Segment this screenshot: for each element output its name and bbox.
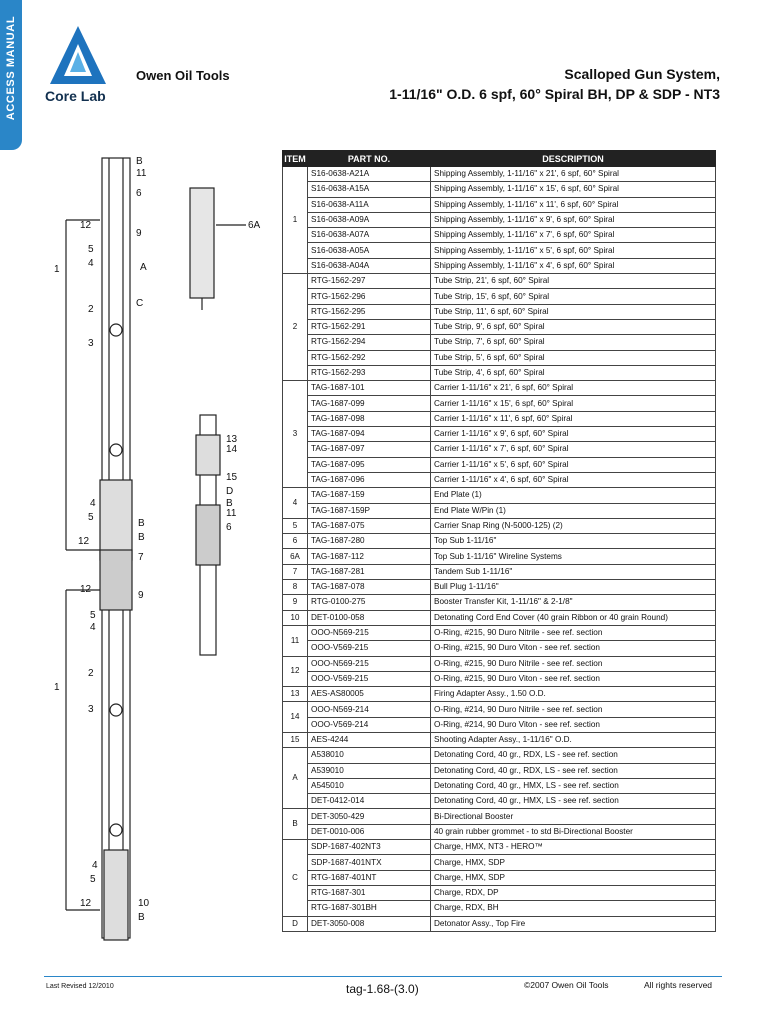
svg-text:5: 5 [88, 244, 94, 255]
table-row [283, 840, 716, 855]
item-number-cell: 8 [283, 580, 308, 595]
table-row [283, 503, 716, 518]
svg-text:9: 9 [136, 228, 142, 239]
part-number-cell: TAG-1687-280 [308, 534, 431, 549]
description-cell: Carrier 1-11/16" x 5', 6 spf, 60° Spiral [431, 457, 716, 472]
item-number-cell: 7 [283, 564, 308, 579]
table-row [283, 809, 716, 824]
svg-text:C: C [136, 298, 144, 309]
part-number-cell: AES-AS80005 [308, 687, 431, 702]
description-cell: Detonating Cord, 40 gr., RDX, LS - see ref. section [431, 763, 716, 778]
description-cell: Detonating Cord, 40 gr., HMX, LS - see ref. section [431, 794, 716, 809]
part-number-cell: S16-0638-A15A [308, 182, 431, 197]
part-number-cell: OOO-N569-215 [308, 656, 431, 671]
part-number-cell: TAG-1687-097 [308, 442, 431, 457]
part-number-cell: RTG-1562-296 [308, 289, 431, 304]
part-number-cell: TAG-1687-075 [308, 518, 431, 533]
part-column-header: PART NO. [308, 151, 431, 167]
svg-text:B: B [138, 912, 145, 923]
table-row [283, 319, 716, 334]
table-row [283, 518, 716, 533]
part-number-cell: RTG-1687-301 [308, 885, 431, 900]
part-number-cell: OOO-V569-215 [308, 671, 431, 686]
table-row [283, 901, 716, 916]
description-cell: Carrier Snap Ring (N-5000-125) (2) [431, 518, 716, 533]
svg-text:11: 11 [226, 508, 237, 519]
table-row [283, 457, 716, 472]
table-row [283, 304, 716, 319]
svg-text:1: 1 [54, 264, 60, 275]
item-number-cell: 6A [283, 549, 308, 564]
part-number-cell: RTG-1562-291 [308, 319, 431, 334]
table-row [283, 472, 716, 487]
part-number-cell: DET-3050-429 [308, 809, 431, 824]
description-cell: Detonating Cord End Cover (40 grain Ribbon or 40 grain Round) [431, 610, 716, 625]
table-row [283, 212, 716, 227]
svg-text:6: 6 [226, 522, 232, 533]
part-number-cell: RTG-1562-297 [308, 274, 431, 289]
part-number-cell: RTG-1562-293 [308, 365, 431, 380]
description-cell: Top Sub 1-11/16" Wireline Systems [431, 549, 716, 564]
part-number-cell: AES-4244 [308, 732, 431, 747]
part-number-cell: RTG-1562-292 [308, 350, 431, 365]
table-row [283, 732, 716, 747]
item-number-cell: 5 [283, 518, 308, 533]
table-row [283, 274, 716, 289]
table-row [283, 564, 716, 579]
item-number-cell: 14 [283, 702, 308, 733]
svg-text:4: 4 [88, 258, 94, 269]
item-number-cell: 2 [283, 274, 308, 381]
table-row [283, 778, 716, 793]
part-number-cell: S16-0638-A05A [308, 243, 431, 258]
table-row [283, 258, 716, 273]
item-number-cell: D [283, 916, 308, 931]
item-number-cell: 4 [283, 488, 308, 519]
description-cell: 40 grain rubber grommet - to std Bi-Directional Booster [431, 824, 716, 839]
part-number-cell: OOO-V569-215 [308, 641, 431, 656]
table-row [283, 365, 716, 380]
part-number-cell: A538010 [308, 748, 431, 763]
table-row [283, 396, 716, 411]
part-number-cell: RTG-1562-295 [308, 304, 431, 319]
description-cell: Charge, RDX, DP [431, 885, 716, 900]
svg-text:5: 5 [88, 512, 94, 523]
part-number-cell: TAG-1687-098 [308, 411, 431, 426]
svg-text:14: 14 [226, 444, 238, 455]
description-cell: Shipping Assembly, 1-11/16" x 9', 6 spf, 60° Spiral [431, 212, 716, 227]
description-cell: Firing Adapter Assy., 1.50 O.D. [431, 687, 716, 702]
part-number-cell: SDP-1687-401NTX [308, 855, 431, 870]
description-cell: Tube Strip, 11', 6 spf, 60° Spiral [431, 304, 716, 319]
part-number-cell: S16-0638-A21A [308, 167, 431, 182]
table-row [283, 702, 716, 717]
table-row [283, 381, 716, 396]
company-name: Owen Oil Tools [136, 68, 230, 83]
svg-text:6A: 6A [248, 220, 261, 231]
svg-text:B: B [138, 518, 145, 529]
item-number-cell: B [283, 809, 308, 840]
svg-text:B: B [138, 532, 145, 543]
table-row [283, 167, 716, 182]
svg-text:2: 2 [88, 668, 94, 679]
description-cell: Detonating Cord, 40 gr., RDX, LS - see ref. section [431, 748, 716, 763]
table-row [283, 671, 716, 686]
access-manual-tab [0, 0, 22, 150]
svg-text:7: 7 [138, 552, 144, 563]
svg-text:D: D [226, 486, 234, 497]
side-tab-label: ACCESS MANUAL [5, 15, 17, 121]
description-cell: Carrier 1-11/16" x 21', 6 spf, 60° Spiral [431, 381, 716, 396]
part-number-cell: TAG-1687-095 [308, 457, 431, 472]
table-row [283, 350, 716, 365]
svg-text:3: 3 [88, 338, 94, 349]
item-number-cell: 3 [283, 381, 308, 488]
table-row [283, 824, 716, 839]
part-number-cell: DET-0100-058 [308, 610, 431, 625]
description-cell: Charge, HMX, SDP [431, 870, 716, 885]
rights-reserved: All rights reserved [644, 980, 713, 990]
description-cell: Carrier 1-11/16" x 4', 6 spf, 60° Spiral [431, 472, 716, 487]
svg-text:11: 11 [136, 168, 147, 179]
table-row [283, 335, 716, 350]
table-row [283, 228, 716, 243]
logo-text: Core Lab [45, 88, 106, 104]
part-number-cell: RTG-0100-275 [308, 595, 431, 610]
item-number-cell: 10 [283, 610, 308, 625]
part-number-cell: TAG-1687-099 [308, 396, 431, 411]
svg-text:1: 1 [54, 682, 60, 693]
description-cell: Detonating Cord, 40 gr., HMX, LS - see ref. section [431, 778, 716, 793]
footer-divider [44, 976, 722, 977]
part-number-cell: TAG-1687-159P [308, 503, 431, 518]
description-cell: Tube Strip, 7', 6 spf, 60° Spiral [431, 335, 716, 350]
part-number-cell: OOO-N569-214 [308, 702, 431, 717]
table-row [283, 442, 716, 457]
table-row [283, 855, 716, 870]
description-cell: Tandem Sub 1-11/16" [431, 564, 716, 579]
page-title-line2: 1-11/16" O.D. 6 spf, 60° Spiral BH, DP & SDP - NT3 [389, 86, 720, 102]
description-cell: Tube Strip, 21', 6 spf, 60° Spiral [431, 274, 716, 289]
part-number-cell: OOO-N569-215 [308, 625, 431, 640]
description-cell: Top Sub 1-11/16" [431, 534, 716, 549]
table-row [283, 427, 716, 442]
description-cell: Charge, HMX, NT3 - HERO™ [431, 840, 716, 855]
part-number-cell: TAG-1687-112 [308, 549, 431, 564]
description-cell: O-Ring, #214, 90 Duro Viton - see ref. section [431, 717, 716, 732]
table-row [283, 717, 716, 732]
svg-text:B: B [226, 498, 233, 509]
table-row [283, 243, 716, 258]
table-row [283, 549, 716, 564]
svg-text:12: 12 [80, 584, 92, 595]
description-cell: Shipping Assembly, 1-11/16" x 15', 6 spf, 60° Spiral [431, 182, 716, 197]
part-number-cell: S16-0638-A04A [308, 258, 431, 273]
svg-text:5: 5 [90, 610, 96, 621]
description-cell: O-Ring, #214, 90 Duro Nitrile - see ref. section [431, 702, 716, 717]
description-cell: Shooting Adapter Assy., 1-11/16" O.D. [431, 732, 716, 747]
part-number-cell: TAG-1687-094 [308, 427, 431, 442]
part-number-cell: S16-0638-A07A [308, 228, 431, 243]
part-number-cell: OOO-V569-214 [308, 717, 431, 732]
description-cell: Shipping Assembly, 1-11/16" x 4', 6 spf, 60° Spiral [431, 258, 716, 273]
part-number-cell: TAG-1687-101 [308, 381, 431, 396]
item-number-cell: 12 [283, 656, 308, 687]
description-cell: End Plate (1) [431, 488, 716, 503]
part-number-cell: A545010 [308, 778, 431, 793]
svg-text:4: 4 [92, 860, 98, 871]
description-cell: Carrier 1-11/16" x 15', 6 spf, 60° Spiral [431, 396, 716, 411]
svg-text:6: 6 [136, 188, 142, 199]
description-cell: End Plate W/Pin (1) [431, 503, 716, 518]
table-row [283, 625, 716, 640]
part-number-cell: SDP-1687-402NT3 [308, 840, 431, 855]
svg-text:4: 4 [90, 622, 96, 633]
part-number-cell: TAG-1687-096 [308, 472, 431, 487]
table-row [283, 870, 716, 885]
item-number-cell: 1 [283, 167, 308, 274]
part-number-cell: S16-0638-A09A [308, 212, 431, 227]
description-cell: Shipping Assembly, 1-11/16" x 11', 6 spf, 60° Spiral [431, 197, 716, 212]
svg-text:12: 12 [80, 898, 92, 909]
table-row [283, 182, 716, 197]
svg-text:B: B [136, 156, 143, 167]
item-number-cell: 15 [283, 732, 308, 747]
part-number-cell: RTG-1562-294 [308, 335, 431, 350]
description-cell: Carrier 1-11/16" x 11', 6 spf, 60° Spiral [431, 411, 716, 426]
table-row [283, 411, 716, 426]
part-number-cell: DET-3050-008 [308, 916, 431, 931]
svg-text:9: 9 [138, 590, 144, 601]
svg-text:15: 15 [226, 472, 238, 483]
description-column-header: DESCRIPTION [431, 151, 716, 167]
table-row [283, 916, 716, 931]
description-cell: Tube Strip, 15', 6 spf, 60° Spiral [431, 289, 716, 304]
part-number-cell: TAG-1687-078 [308, 580, 431, 595]
part-number-cell: RTG-1687-301BH [308, 901, 431, 916]
table-row [283, 763, 716, 778]
description-cell: Detonator Assy., Top Fire [431, 916, 716, 931]
table-row [283, 595, 716, 610]
description-cell: Charge, RDX, BH [431, 901, 716, 916]
description-cell: Shipping Assembly, 1-11/16" x 5', 6 spf, 60° Spiral [431, 243, 716, 258]
table-row [283, 748, 716, 763]
table-row [283, 534, 716, 549]
part-number-cell: TAG-1687-159 [308, 488, 431, 503]
description-cell: Bi-Directional Booster [431, 809, 716, 824]
part-number-cell: DET-0010-006 [308, 824, 431, 839]
page-title-line1: Scalloped Gun System, [564, 66, 720, 82]
copyright: ©2007 Owen Oil Tools [524, 980, 609, 990]
svg-text:2: 2 [88, 304, 94, 315]
svg-text:3: 3 [88, 704, 94, 715]
description-cell: Shipping Assembly, 1-11/16" x 7', 6 spf, 60° Spiral [431, 228, 716, 243]
description-cell: O-Ring, #215, 90 Duro Viton - see ref. section [431, 671, 716, 686]
svg-text:4: 4 [90, 498, 96, 509]
description-cell: Shipping Assembly, 1-11/16" x 21', 6 spf, 60° Spiral [431, 167, 716, 182]
page-number: tag-1.68-(3.0) [346, 982, 419, 996]
table-row [283, 794, 716, 809]
description-cell: Carrier 1-11/16" x 7', 6 spf, 60° Spiral [431, 442, 716, 457]
svg-text:13: 13 [226, 434, 238, 445]
description-cell: Carrier 1-11/16" x 9', 6 spf, 60° Spiral [431, 427, 716, 442]
svg-text:12: 12 [78, 536, 90, 547]
part-number-cell: TAG-1687-281 [308, 564, 431, 579]
table-row [283, 610, 716, 625]
description-cell: Tube Strip, 5', 6 spf, 60° Spiral [431, 350, 716, 365]
description-cell: O-Ring, #215, 90 Duro Viton - see ref. section [431, 641, 716, 656]
table-row [283, 687, 716, 702]
part-number-cell: S16-0638-A11A [308, 197, 431, 212]
description-cell: Bull Plug 1-11/16" [431, 580, 716, 595]
table-row [283, 197, 716, 212]
svg-text:10: 10 [138, 898, 150, 909]
part-number-cell: DET-0412-014 [308, 794, 431, 809]
table-header-row [283, 151, 716, 167]
svg-text:A: A [140, 262, 147, 273]
last-revised: Last Revised 12/2010 [46, 983, 114, 990]
table-row [283, 885, 716, 900]
part-number-cell: A539010 [308, 763, 431, 778]
part-number-cell: RTG-1687-401NT [308, 870, 431, 885]
description-cell: O-Ring, #215, 90 Duro Nitrile - see ref. section [431, 625, 716, 640]
item-number-cell: 11 [283, 625, 308, 656]
svg-text:5: 5 [90, 874, 96, 885]
item-number-cell: A [283, 748, 308, 809]
item-number-cell: 13 [283, 687, 308, 702]
svg-text:12: 12 [80, 220, 92, 231]
description-cell: Tube Strip, 4', 6 spf, 60° Spiral [431, 365, 716, 380]
description-cell: Tube Strip, 9', 6 spf, 60° Spiral [431, 319, 716, 334]
table-row [283, 488, 716, 503]
description-cell: Booster Transfer Kit, 1-11/16" & 2-1/8" [431, 595, 716, 610]
table-row [283, 641, 716, 656]
description-cell: O-Ring, #215, 90 Duro Nitrile - see ref. section [431, 656, 716, 671]
parts-table [282, 150, 716, 932]
description-cell: Charge, HMX, SDP [431, 855, 716, 870]
gun-system-drawing [40, 150, 280, 950]
item-number-cell: C [283, 840, 308, 916]
table-row [283, 656, 716, 671]
table-row [283, 289, 716, 304]
table-row [283, 580, 716, 595]
item-number-cell: 9 [283, 595, 308, 610]
item-column-header: ITEM [283, 151, 308, 167]
item-number-cell: 6 [283, 534, 308, 549]
